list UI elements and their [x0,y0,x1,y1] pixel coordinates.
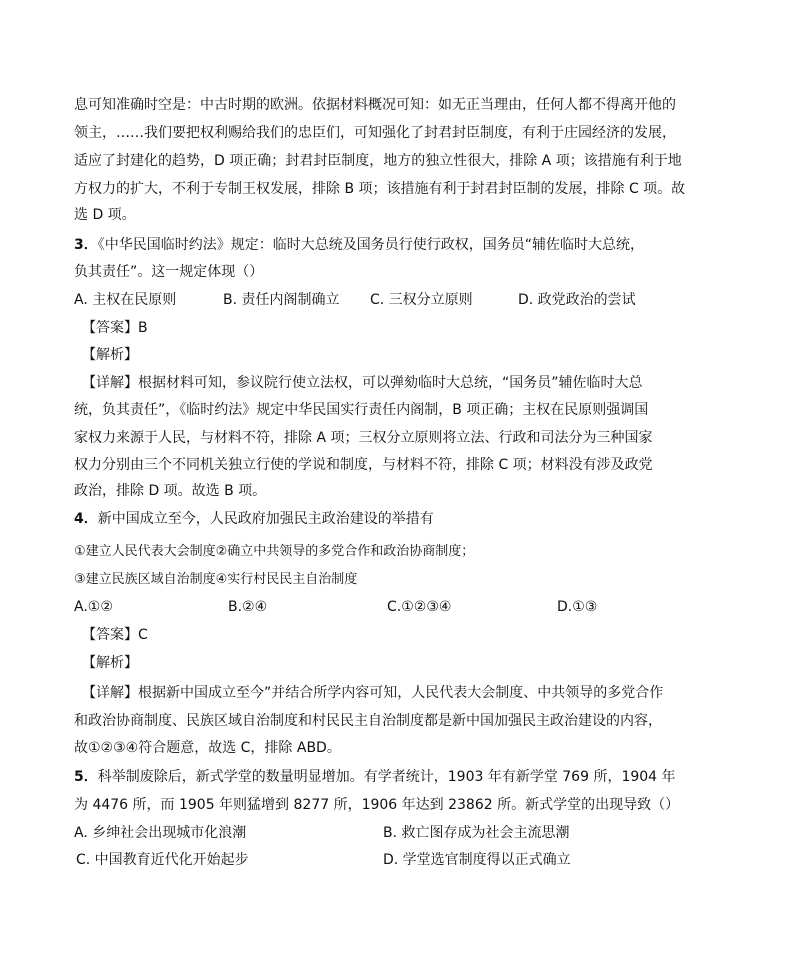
q3-detail-line-5: 政治，排除 D 项。故选 B 项。 [74,483,267,499]
q3-option-b: B. 责任内阁制确立 [223,292,340,308]
q3-number: 3． [74,237,98,253]
q4-stem [74,509,434,529]
q2-explanation-line-1: 息可知准确时空是：中古时期的欧洲。依据材料概况可知：如无正当理由，任何人都不得离开他的 [74,97,676,113]
q4-detail-line-3: 故①②③④符合题意，故选 C，排除 ABD。 [74,740,341,756]
q3-stem-text: 《中华民国临时约法》规定：临时大总统及国务员行使行政权，国务员“辅佐临时大总统， [97,237,645,253]
q4-detail-line-2: 和政治协商制度、民族区域自治制度和村民民主自治制度都是新中国加强民主政治建设的内容， [74,713,662,729]
q3-stem-line-2: 负其责任”。这一规定体现（） [74,264,264,280]
q5-stem-line-2: 为 4476 所，而 1905 年则猛增到 8277 所，1906 年达到 23862 所。新式学堂的出现导致（） [74,797,680,813]
q4-option-c: C.①②③④ [387,599,452,615]
q5-option-c: C. 中国教育近代化开始起步 [76,852,249,868]
q2-explanation-line-4: 方权力的扩大，不利于专制王权发展，排除 B 项；该措施有利于封君封臣制的发展，排除 C 项。故 [74,181,686,197]
q5-stem-text: 科举制废除后，新式学堂的数量明显增加。有学者统计，1903 年有新学堂 769 所，1904 年 [97,769,676,785]
q4-option-b: B.②④ [228,599,268,615]
q4-answer: 【答案】C [82,627,148,643]
q4-detail-line-1: 【详解】根据新中国成立至今”并结合所学内容可知，人民代表大会制度、中共领导的多党合作 [82,685,664,701]
q5-option-a: A. 乡绅社会出现城市化浪潮 [74,825,247,841]
q2-explanation-line-3: 适应了封建化的趋势，D 项正确；封君封臣制度，地方的独立性很大，排除 A 项；该措施有利于地 [74,153,682,169]
q4-option-a: A.①② [74,599,113,615]
q4-item-line-1: ①建立人民代表大会制度②确立中共领导的多党合作和政治协商制度； [74,544,475,559]
q3-option-c: C. 三权分立原则 [370,292,473,308]
q3-analysis-label: 【解析】 [82,347,138,363]
q3-detail-line-2: 统，负其责任”，《临时约法》规定中华民国实行责任内阁制，B 项正确；主权在民原则强调国 [74,402,649,418]
q4-number: 4． [74,511,98,527]
q2-explanation-line-2: 领主，……我们要把权利赐给我们的忠臣们，可知强化了封君封臣制度，有利于庄园经济的发展， [74,125,676,141]
q3-detail-line-3: 家权力来源于人民，与材料不符，排除 A 项；三权分立原则将立法、行政和司法分为三种国家 [74,430,653,446]
q3-stem-line-1 [74,235,644,255]
q4-option-d: D.①③ [557,599,598,615]
q3-detail-line-1: 【详解】根据材料可知，参议院行使立法权，可以弹劾临时大总统，“国务员”辅佐临时大总 [82,375,643,391]
q3-option-a: A. 主权在民原则 [74,292,177,308]
q5-stem-line-1 [74,767,676,787]
q2-explanation-line-5: 选 D 项。 [74,207,136,223]
q3-detail-line-4: 权力分别由三个不同机关独立行使的学说和制度，与材料不符，排除 C 项；材料没有涉及政党 [74,457,653,473]
q3-answer: 【答案】B [82,320,148,336]
q5-option-b: B. 救亡图存成为社会主流思潮 [383,825,570,841]
q4-stem-text: 新中国成立至今，人民政府加强民主政治建设的举措有 [97,511,434,527]
q5-number: 5． [74,769,98,785]
q3-option-d: D. 政党政治的尝试 [518,292,636,308]
q4-analysis-label: 【解析】 [82,655,138,671]
q4-item-line-2: ③建立民族区域自治制度④实行村民民主自治制度 [74,572,358,587]
q5-option-d: D. 学堂选官制度得以正式确立 [383,852,571,868]
